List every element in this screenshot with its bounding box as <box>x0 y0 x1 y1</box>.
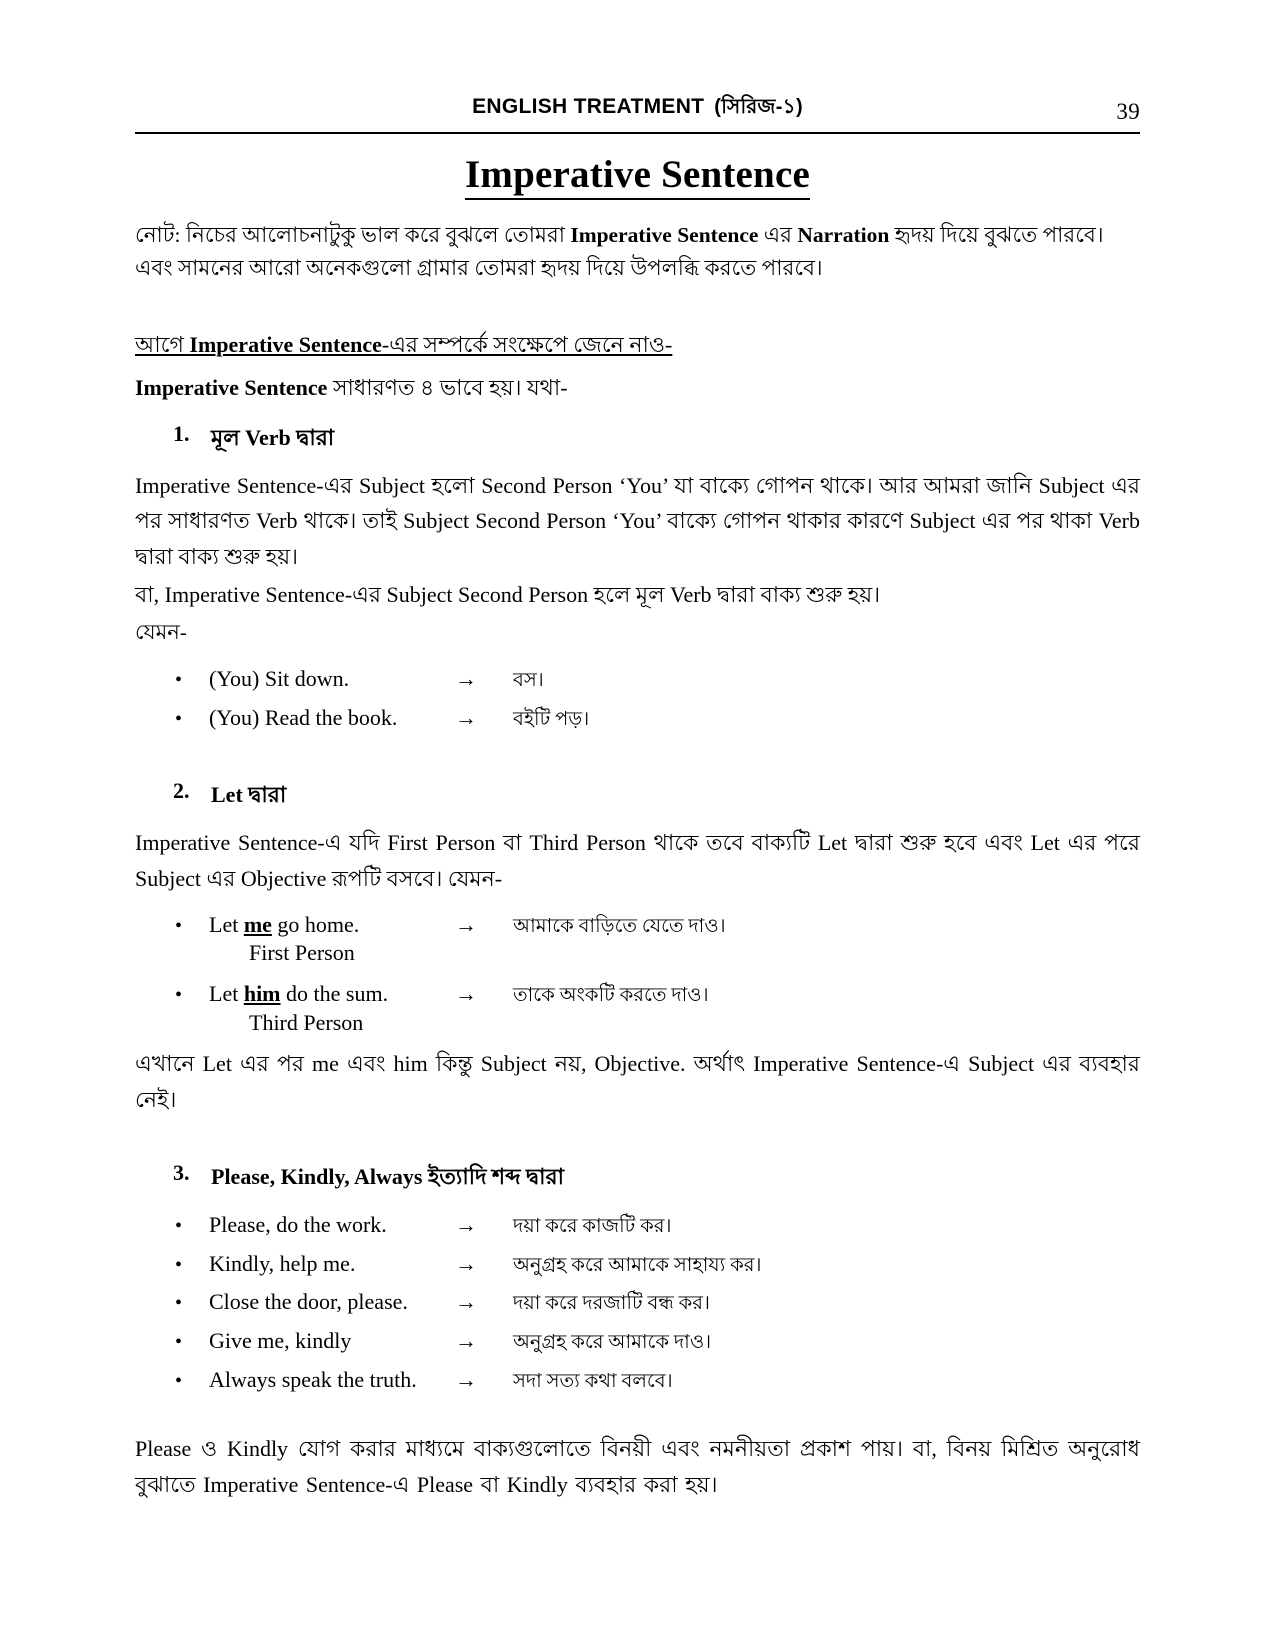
header-series: (সিরিজ-১) <box>714 96 803 118</box>
note-line-2: এবং সামনের আরো অনেকগুলো গ্রামার তোমরা হৃদয় দিয়ে উপলব্ধি করতে পারবে। <box>135 256 823 281</box>
section-heading-post: -এর সম্পর্কে সংক্ষেপে জেনে নাও- <box>381 331 673 357</box>
list-item <box>135 1284 1140 1320</box>
note-mid2: হৃদয় দিয়ে বুঝতে পারবে। <box>889 223 1104 247</box>
example-bangla: বস। <box>513 670 544 692</box>
note-bold-narration: Narration <box>797 223 890 247</box>
header-title: ENGLISH TREATMENT <box>472 95 705 118</box>
arrow-icon: → <box>455 1328 477 1353</box>
example-person-label-third: Third Person <box>249 1009 364 1035</box>
note-bold-imperative: Imperative Sentence <box>570 223 759 247</box>
item-2-examples <box>135 907 1140 943</box>
bullet-icon <box>175 976 209 1012</box>
example-bangla: দয়া করে দরজাটি বন্ধ কর। <box>513 1293 711 1315</box>
example-english: Give me, kindly <box>209 1328 352 1353</box>
item-2-after-note: এখানে Let এর পর me এবং him কিন্তু Subject নয়, Objective. অর্থাৎ Imperative Sentence-এ Subject এর ব্যবহার নেই। <box>135 1050 1140 1112</box>
item-1-number: 1. <box>173 420 190 446</box>
item-3-title <box>211 1160 564 1197</box>
list-item <box>135 700 1140 736</box>
bullet-icon <box>175 1284 209 1320</box>
item-3-title-bold: Please, Kindly, Always <box>211 1164 423 1190</box>
list-item <box>135 1362 1140 1398</box>
list-item <box>135 1246 1140 1282</box>
example-english: Please, do the work. <box>209 1212 387 1238</box>
example-english-post: do the sum. <box>280 981 389 1007</box>
list-item <box>135 907 1140 943</box>
example-bangla: দয়া করে কাজটি কর। <box>513 1216 672 1238</box>
example-bangla: আমাকে বাড়িতে যেতে দাও। <box>513 915 726 937</box>
example-english-post: go home. <box>271 911 360 937</box>
item-2-number: 2. <box>173 778 190 804</box>
example-bangla: সদা সত্য কথা বলবে। <box>513 1370 673 1392</box>
item-2-title: Let দ্বারা <box>211 782 287 808</box>
section-heading-bold: Imperative Sentence <box>189 331 382 357</box>
item-2-examples-2 <box>135 976 1140 1012</box>
arrow-icon: → <box>455 1366 477 1392</box>
section-subheading <box>135 371 1140 408</box>
example-english: Close the door, please. <box>209 1289 408 1315</box>
list-item-1-heading <box>173 421 1140 458</box>
arrow-icon: → <box>455 704 477 730</box>
arrow-icon: → <box>455 981 477 1007</box>
bullet-icon <box>175 1362 209 1398</box>
page-title-text: Imperative Sentence <box>465 153 810 200</box>
example-english: (You) Read the book. <box>209 704 398 730</box>
page-header <box>135 92 1140 125</box>
arrow-icon: → <box>455 1212 477 1238</box>
list-item <box>135 1323 1140 1359</box>
example-bangla: তাকে অংকটি করতে দাও। <box>513 985 709 1007</box>
example-person-label-first: First Person <box>249 940 355 966</box>
bullet-icon <box>175 1323 209 1359</box>
header-divider <box>135 132 1140 134</box>
bullet-icon <box>175 661 209 697</box>
spacer <box>135 735 1140 765</box>
item-1-paragraph-2: বা, Imperative Sentence-এর Subject Second Person হলে মূল Verb দ্বারা বাক্য শুরু হয়। <box>135 581 881 607</box>
example-english-keyword: him <box>243 981 281 1007</box>
example-bangla: বইটি পড়। <box>513 708 590 730</box>
item-1-example-label: যেমন- <box>135 620 187 645</box>
section-subheading-rest: সাধারণত ৪ ভাবে হয়। যথা- <box>327 374 568 400</box>
example-english: Kindly, help me. <box>209 1250 356 1276</box>
closing-paragraph: Please ও Kindly যোগ করার মাধ্যমে বাক্যগুলোতে বিনয়ী এবং নমনীয়তা প্রকাশ পায়। বা, বিনয় মিশ্রিত অনুরোধ বুঝাতে Imperative Sentence-এ Please বা Kindly ব্যবহার করা হয়। <box>135 1436 1140 1497</box>
spacer <box>135 1117 1140 1147</box>
bullet-icon <box>175 700 209 736</box>
intro-note <box>135 219 1140 286</box>
example-bangla: অনুগ্রহ করে আমাকে দাও। <box>513 1332 712 1353</box>
section-heading <box>135 328 1140 365</box>
item-3-examples <box>135 1207 1140 1397</box>
example-english <box>209 907 455 943</box>
arrow-icon: → <box>455 1289 477 1315</box>
bullet-icon <box>175 1246 209 1282</box>
example-english: (You) Sit down. <box>209 666 350 692</box>
arrow-icon: → <box>455 666 477 692</box>
page-title <box>135 152 1140 197</box>
list-item <box>135 976 1140 1012</box>
note-mid1: এর <box>758 223 798 247</box>
arrow-icon: → <box>455 911 477 937</box>
page-number: 39 <box>1116 99 1140 124</box>
list-item-2-heading <box>173 778 1140 815</box>
section-heading-pre: আগে <box>135 331 190 357</box>
item-1-paragraph-1: Imperative Sentence-এর Subject হলো Second Person ‘You’ যা বাক্যে গোপন থাকে। আর আমরা জানি Subject এর পর সাধারণত Verb থাকে। তাই Subject Second Person ‘You’ বাক্যে গোপন থাকার কারণে Subject এর পর থাকা Verb দ্বারা বাক্য শুরু হয়। <box>135 472 1140 569</box>
item-3-number: 3. <box>173 1160 190 1186</box>
bullet-icon <box>175 907 209 943</box>
item-3-title-rest: ইত্যাদি শব্দ দ্বারা <box>422 1164 564 1190</box>
arrow-icon: → <box>455 1250 477 1276</box>
note-prefix: নোট: নিচের আলোচনাটুকু ভাল করে বুঝলে তোমরা <box>135 223 571 247</box>
item-2-paragraph-1: Imperative Sentence-এ যদি First Person বা Third Person থাকে তবে বাক্যটি Let দ্বারা শুরু হবে এবং Let এর পরে Subject এর Objective রূপটি বসবে। যেমন- <box>135 830 1140 891</box>
list-item <box>135 1207 1140 1243</box>
example-english-pre: Let <box>209 981 244 1007</box>
item-1-examples <box>135 661 1140 735</box>
example-english-pre: Let <box>209 911 244 937</box>
list-item <box>135 661 1140 697</box>
list-item-3-heading <box>173 1160 1140 1197</box>
example-bangla: অনুগ্রহ করে আমাকে সাহায্য কর। <box>513 1254 762 1276</box>
example-english: Always speak the truth. <box>209 1366 417 1392</box>
section-subheading-bold: Imperative Sentence <box>135 374 328 400</box>
example-english-keyword: me <box>243 911 272 937</box>
example-english <box>209 976 455 1012</box>
item-1-title: মূল Verb দ্বারা <box>211 424 335 450</box>
bullet-icon <box>175 1207 209 1243</box>
